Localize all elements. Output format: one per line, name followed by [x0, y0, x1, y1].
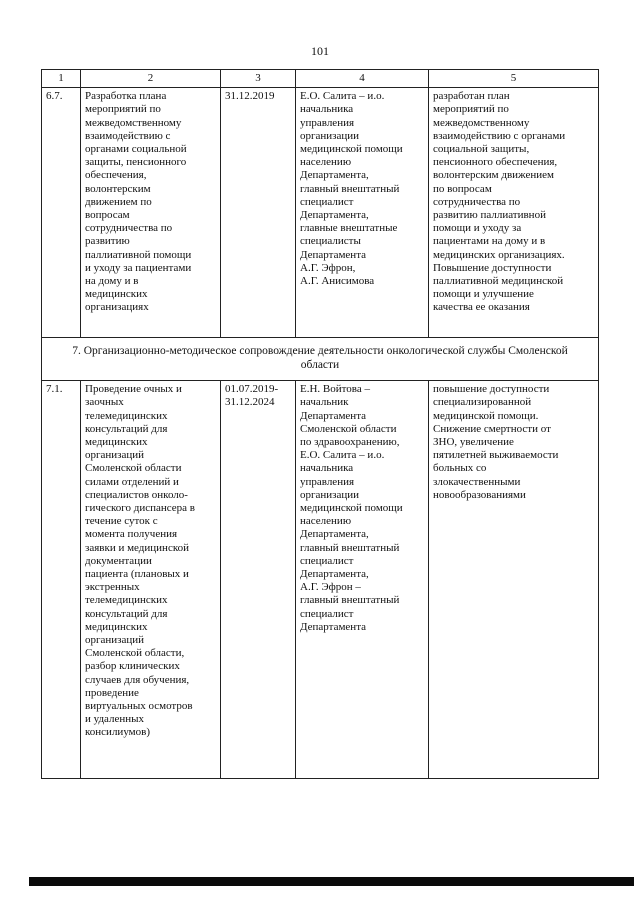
scan-edge-bar — [29, 877, 634, 886]
deadline-cell: 31.12.2019 — [221, 88, 296, 338]
responsible-cell: Е.О. Салита – и.о. начальника управления организации медицинской помощи населению Департамента, главный внештатный специалист Департамента, главные внештатные специалисты Департамента А.Г. Эфрон, А.Г. Анисимова — [296, 88, 429, 338]
task-cell: Проведение очных и заочных телемедицинских консультаций для медицинских организаций Смоленской области силами отделений и специалистов онколо- гического диспансера в течение суток с момента получения заявки и медицинской документации пациента (плановых и экстренных телемедицинских консультаций для медицинских организаций Смоленской области, разбор клинических случаев для обучения, проведение виртуальных осмотров и удаленных консилиумов) — [81, 381, 221, 779]
table-row — [42, 381, 599, 779]
table-header-row — [42, 70, 599, 88]
row-number: 6.7. — [42, 88, 81, 338]
task-cell: Разработка плана мероприятий по межведомственному взаимодействию с органами социальной защиты, пенсионного обеспечения, волонтерским движением по вопросам сотрудничества по развитию паллиативной помощи и уходу за пациентами на дому и в медицинских организациях — [81, 88, 221, 338]
section-title: 7. Организационно-методическое сопровождение деятельности онкологической службы Смоленской области — [42, 338, 599, 381]
header-cell: 3 — [221, 70, 296, 88]
header-cell: 1 — [42, 70, 81, 88]
header-cell: 4 — [296, 70, 429, 88]
deadline-cell: 01.07.2019- 31.12.2024 — [221, 381, 296, 779]
result-cell: разработан план мероприятий по межведомственному взаимодействию с органами социальной защиты, пенсионного обеспечения, волонтерским движением по вопросам сотрудничества по развитию паллиативной помощи и уходу за пациентами на дому и в медицинских организациях. Повышение доступности паллиативной медицинской помощи и улучшение качества ее оказания — [429, 88, 599, 338]
table-row — [42, 88, 599, 338]
section-row — [42, 338, 599, 381]
header-cell: 2 — [81, 70, 221, 88]
header-cell: 5 — [429, 70, 599, 88]
plan-table — [41, 69, 599, 779]
result-cell: повышение доступности специализированной медицинской помощи. Снижение смертности от ЗНО, увеличение пятилетней выживаемости больных со злокачественными новообразованиями — [429, 381, 599, 779]
responsible-cell: Е.Н. Войтова – начальник Департамента Смоленской области по здравоохранению, Е.О. Салита – и.о. начальника управления организации медицинской помощи населению Департамента, главный внештатный специалист Департамента, А.Г. Эфрон – главный внештатный специалист Департамента — [296, 381, 429, 779]
row-number: 7.1. — [42, 381, 81, 779]
page-number: 101 — [311, 44, 329, 58]
